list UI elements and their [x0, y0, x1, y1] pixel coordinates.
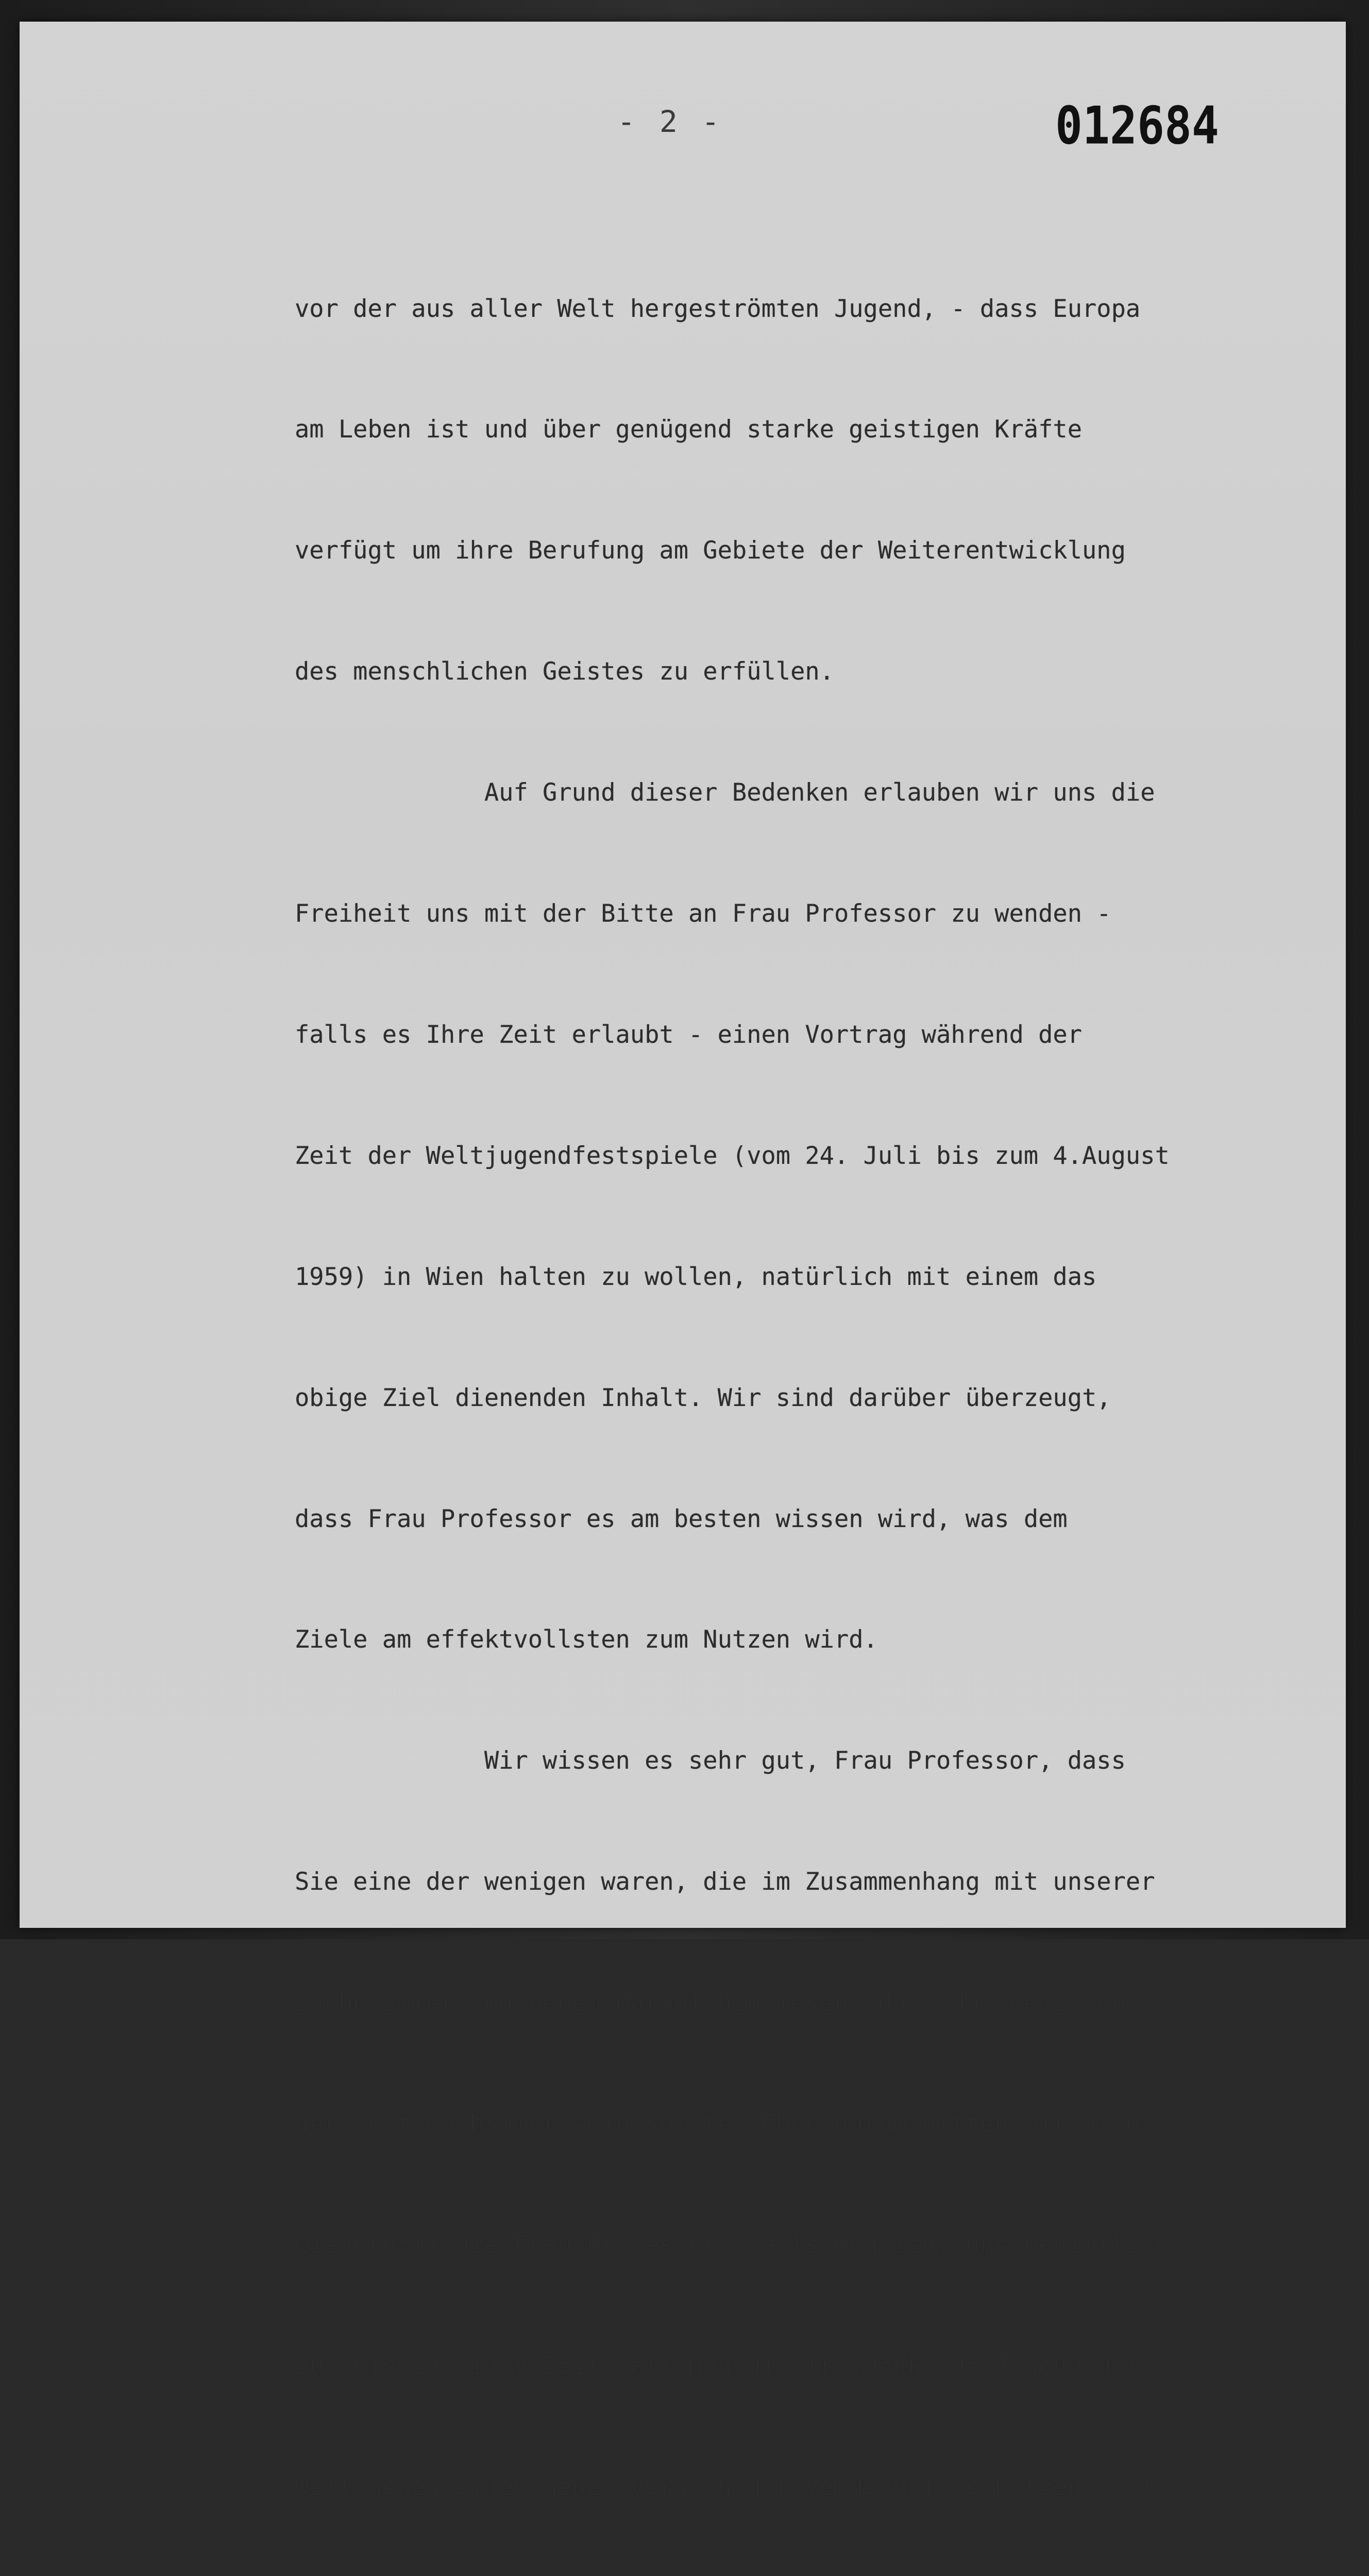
page-number: - 2 - — [617, 104, 723, 139]
text-line: Welt gegen einen neuen Versuch der Verderbnis schützen soll — [295, 2472, 1155, 2501]
text-line: Wir wissen es sehr gut, Frau Professor, dass — [295, 1747, 1126, 1775]
text-line: dass Frau Professor es am besten wissen wird, was dem — [295, 1504, 1068, 1533]
text-line: Auf Grund dieser Bedenken erlauben wir uns die — [295, 778, 1155, 807]
text-line: Sache immer von neuem darauf hinwiesen, dass das Gewissen — [295, 1989, 1126, 2018]
document-number-stamp: 012684 — [1055, 95, 1219, 156]
letter-body — [295, 208, 1336, 2576]
text-line: obige Ziel dienenden Inhalt. Wir sind darüber überzeugt, — [295, 1383, 1111, 1412]
text-line: Sie eine der wenigen waren, die im Zusammenhang mit unserer — [295, 1868, 1155, 1896]
text-line: falls es Ihre Zeit erlaubt - einen Vortrag während der — [295, 1020, 1083, 1049]
text-line: 1959) in Wien halten zu wollen, natürlich mit einem das — [295, 1262, 1097, 1291]
text-line: des menschlichen Geistes zu erfüllen. — [295, 657, 834, 686]
text-line: Ziele am effektvollsten zum Nutzen wird. — [295, 1625, 878, 1654]
text-line: Zeit der Weltjugendfestspiele (vom 24. Juli bis zum 4.August — [295, 1141, 1170, 1170]
text-line: wiederholt die Frau Professor, falls möglich, uns behilflich — [295, 2230, 1170, 2259]
text-line: am Leben ist und über genügend starke geistigen Kräfte — [295, 415, 1083, 444]
text-line: Freiheit uns mit der Bitte an Frau Professor zu wenden - — [295, 900, 1111, 928]
typewritten-page — [20, 22, 1346, 2501]
text-line: der Welt wachsamer sein sollte. Eben darum bitten wir also — [295, 2109, 1141, 2138]
text-line: vor der aus aller Welt hergeströmten Jugend, - dass Europa — [295, 294, 1141, 323]
text-line: zu sein zu einer Zeit, als man die freidenkende Jugend der — [295, 2351, 1141, 2380]
text-line: verfügt um ihre Berufung am Gebiete der Weiterentwicklung — [295, 536, 1126, 565]
